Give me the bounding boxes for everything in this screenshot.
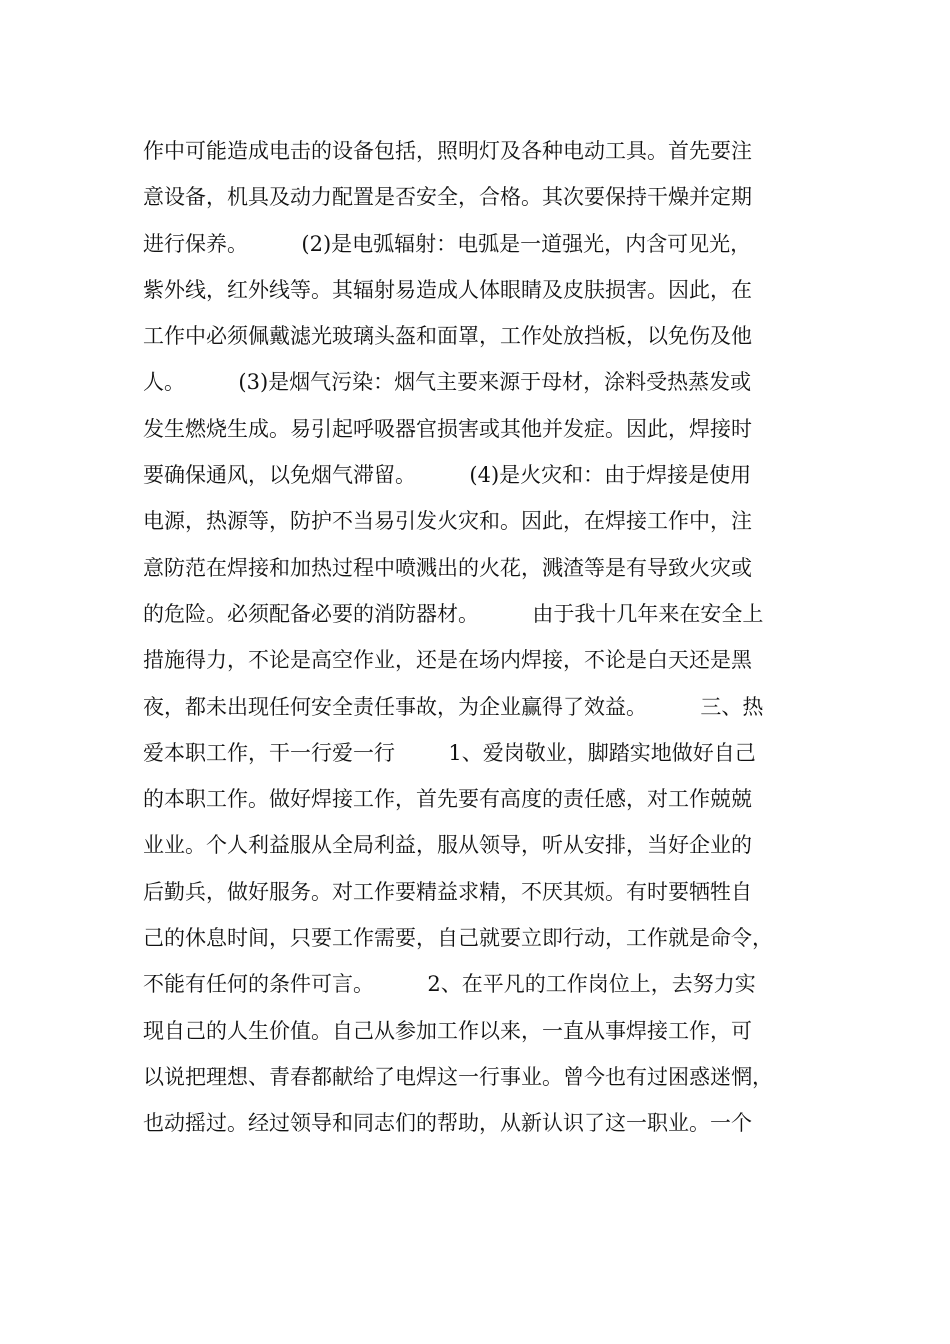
text-line: 的本职工作。做好焊接工作，首先要有高度的责任感，对工作兢兢 [143, 787, 752, 812]
text-line: 发生燃烧生成。易引起呼吸器官损害或其他并发症。因此，焊接时 [143, 416, 752, 441]
text-line: 爱本职工作，干一行爱一行 1、爱岗敬业，脚踏实地做好自己 [143, 740, 756, 765]
text-line: 以说把理想、青春都献给了电焊这一行事业。曾今也有过困惑迷惘， [143, 1064, 773, 1089]
text-line: 进行保养。 (2)是电弧辐射：电弧是一道强光，内含可见光， [143, 231, 752, 256]
body-text [143, 128, 823, 1147]
text-line: 紫外线，红外线等。其辐射易造成人体眼睛及皮肤损害。因此，在 [143, 277, 752, 302]
text-line: 意防范在焊接和加热过程中喷溅出的火花，溅渣等是有导致火灾或 [143, 555, 752, 580]
text-line: 电源，热源等，防护不当易引发火灾和。因此，在焊接工作中，注 [143, 509, 752, 534]
text-line: 人。 (3)是烟气污染：烟气主要来源于母材，涂料受热蒸发或 [143, 370, 752, 395]
text-line: 己的休息时间，只要工作需要，自己就要立即行动，工作就是命令， [143, 926, 773, 951]
text-line: 作中可能造成电击的设备包括，照明灯及各种电动工具。首先要注 [143, 139, 752, 163]
text-line: 措施得力，不论是高空作业，还是在场内焊接，不论是白天还是黑 [143, 648, 752, 673]
text-line: 要确保通风，以免烟气滞留。 (4)是火灾和：由于焊接是使用 [143, 463, 752, 488]
text-line: 意设备，机具及动力配置是否安全，合格。其次要保持干燥并定期 [143, 185, 752, 210]
text-line: 也动摇过。经过领导和同志们的帮助，从新认识了这一职业。一个 [143, 1111, 752, 1136]
text-line: 后勤兵，做好服务。对工作要精益求精，不厌其烦。有时要牺牲自 [143, 879, 752, 904]
text-line: 工作中必须佩戴滤光玻璃头盔和面罩，工作处放挡板，以免伤及他 [143, 324, 752, 349]
text-line: 的危险。必须配备必要的消防器材。 由于我十几年来在安全上 [143, 601, 764, 626]
text-line: 夜，都未出现任何安全责任事故，为企业赢得了效益。 三、热 [143, 694, 764, 719]
text-line: 不能有任何的条件可言。 2、在平凡的工作岗位上，去努力实 [143, 972, 756, 997]
text-line: 现自己的人生价值。自己从参加工作以来，一直从事焊接工作，可 [143, 1018, 752, 1043]
text-line: 业业。个人利益服从全局利益，服从领导，听从安排，当好企业的 [143, 833, 752, 858]
